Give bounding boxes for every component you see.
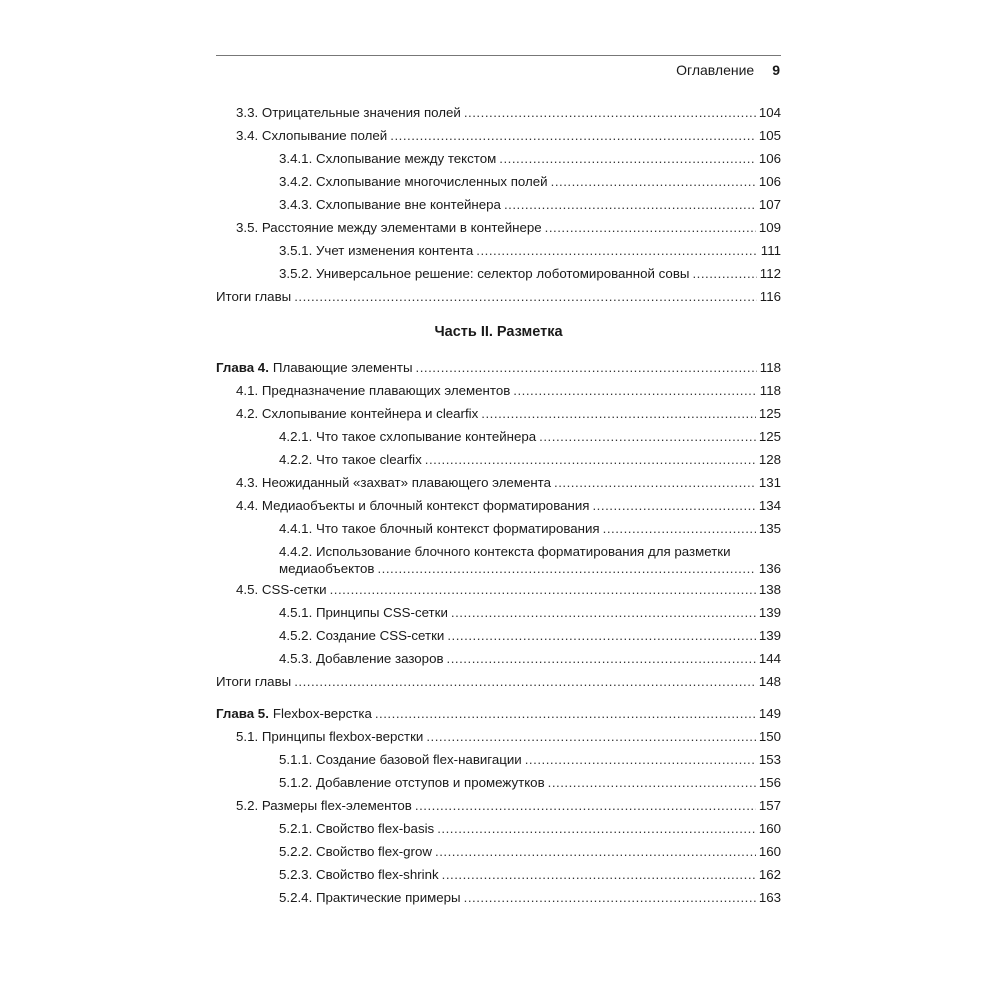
dot-leader xyxy=(451,601,756,624)
toc-page-number: 160 xyxy=(758,821,781,836)
header-page-number: 9 xyxy=(772,62,780,78)
toc-page-number: 135 xyxy=(758,521,781,536)
toc-entry-title: 3.4.1. Схлопывание между текстом xyxy=(279,151,497,166)
toc-chapter-entry xyxy=(216,702,781,725)
toc-entry xyxy=(216,448,781,471)
dot-leader xyxy=(464,101,756,124)
toc-entry-title: 3.3. Отрицательные значения полей xyxy=(236,105,461,120)
toc-page-number: 157 xyxy=(758,798,781,813)
toc-entry-title: 5.1.2. Добавление отступов и промежутков xyxy=(279,775,545,790)
toc-entry xyxy=(216,725,781,748)
toc-entry-title: 4.5. CSS-сетки xyxy=(236,582,327,597)
toc-page-number: 118 xyxy=(759,383,781,398)
toc-entry-title xyxy=(216,702,372,725)
dot-leader xyxy=(442,863,756,886)
toc-entry-title: 4.5.3. Добавление зазоров xyxy=(279,651,444,666)
toc-entry-title: Плавающие элементы xyxy=(272,360,413,375)
toc-entry xyxy=(216,624,781,647)
toc-entry xyxy=(216,517,781,540)
toc-entry-title: 3.5.1. Учет изменения контента xyxy=(279,243,474,258)
toc-entry-title: 4.4.2. Использование блочного контекста форматирования для разметки xyxy=(279,544,731,559)
dot-leader xyxy=(499,147,756,170)
toc-entry xyxy=(216,578,781,601)
dot-leader xyxy=(554,471,756,494)
toc-entry xyxy=(216,794,781,817)
toc-page-number: 111 xyxy=(760,243,781,258)
toc-entry xyxy=(216,647,781,670)
dot-leader xyxy=(592,494,755,517)
dot-leader xyxy=(551,170,756,193)
dot-leader xyxy=(504,193,756,216)
toc-page-number: 139 xyxy=(758,605,781,620)
toc-entry xyxy=(216,817,781,840)
toc-entry xyxy=(216,193,781,216)
toc-page-number: 125 xyxy=(758,406,781,421)
dot-leader xyxy=(481,402,756,425)
toc-entry-title: 3.4. Схлопывание полей xyxy=(236,128,388,143)
toc-entry-title: Итоги главы xyxy=(216,289,292,304)
toc-entry xyxy=(216,239,781,262)
toc-entry xyxy=(216,216,781,239)
dot-leader xyxy=(447,647,756,670)
toc-entry-title: 5.2. Размеры flex-элементов xyxy=(236,798,412,813)
dot-leader xyxy=(294,285,757,308)
toc-entry xyxy=(216,147,781,170)
toc-entry xyxy=(216,886,781,909)
toc-entry xyxy=(216,124,781,147)
dot-leader xyxy=(545,216,756,239)
dot-leader xyxy=(375,702,756,725)
toc-entry-title: 4.1. Предназначение плавающих элементов xyxy=(236,383,511,398)
toc-page-number: 134 xyxy=(758,498,781,513)
toc-page-number: 125 xyxy=(758,429,781,444)
toc-entry-title: 3.5.2. Универсальное решение: селектор лоботомированной совы xyxy=(279,266,690,281)
chapter-label: Глава 5. xyxy=(216,706,269,721)
toc-entry-title: 4.2.2. Что такое clearfix xyxy=(279,452,422,467)
toc-entry xyxy=(216,170,781,193)
toc-entry xyxy=(216,285,781,308)
toc-entry-title: 4.2. Схлопывание контейнера и clearfix xyxy=(236,406,479,421)
toc-entry xyxy=(216,379,781,402)
toc-entry xyxy=(216,262,781,285)
dot-leader xyxy=(525,748,756,771)
toc-entry xyxy=(216,101,781,124)
dot-leader xyxy=(435,840,756,863)
header-rule xyxy=(216,55,781,56)
dot-leader xyxy=(603,517,756,540)
toc-page-number: 149 xyxy=(758,706,781,721)
toc-entry xyxy=(216,425,781,448)
toc-entry xyxy=(216,771,781,794)
toc-page-number: 106 xyxy=(758,174,781,189)
toc-page-number: 131 xyxy=(758,475,781,490)
toc-page-number: 163 xyxy=(758,890,781,905)
toc-entry-title xyxy=(279,557,781,580)
dot-leader xyxy=(425,448,756,471)
toc-entry-title: 3.5. Расстояние между элементами в контейнере xyxy=(236,220,542,235)
dot-leader xyxy=(692,262,756,285)
part-heading: Часть II. Разметка xyxy=(434,324,563,340)
toc-page-number: 107 xyxy=(758,197,781,212)
toc-page-number: 144 xyxy=(758,651,781,666)
toc-entry xyxy=(216,494,781,517)
toc-entry-title: 4.2.1. Что такое схлопывание контейнера xyxy=(279,429,537,444)
toc-entry-title: 4.4.1. Что такое блочный контекст форматирования xyxy=(279,521,600,536)
toc-page-number: 104 xyxy=(758,105,781,120)
toc-page-number: 116 xyxy=(759,289,781,304)
running-header xyxy=(676,62,780,78)
toc-entry xyxy=(216,402,781,425)
dot-leader xyxy=(447,624,755,647)
toc-entry-title: Flexbox-верстка xyxy=(272,706,372,721)
toc-page-number: 105 xyxy=(758,128,781,143)
toc-page-number: 106 xyxy=(758,151,781,166)
dot-leader xyxy=(513,379,757,402)
toc-page-number: 138 xyxy=(758,582,781,597)
toc-entry-title: 5.2.3. Свойство flex-shrink xyxy=(279,867,439,882)
toc-entry-title: Итоги главы xyxy=(216,674,292,689)
chapter-spacer xyxy=(216,693,781,702)
header-title: Оглавление xyxy=(676,62,755,78)
toc-entry xyxy=(216,471,781,494)
dot-leader xyxy=(464,886,756,909)
toc-entry xyxy=(216,670,781,693)
dot-leader xyxy=(377,557,755,580)
toc-entry-title: 4.3. Неожиданный «захват» плавающего элемента xyxy=(236,475,552,490)
toc-page-number: 139 xyxy=(758,628,781,643)
toc-chapter-entry xyxy=(216,356,781,379)
toc-page-number: 109 xyxy=(758,220,781,235)
toc-entry xyxy=(216,601,781,624)
toc-entry-title: 5.2.4. Практические примеры xyxy=(279,890,461,905)
toc-entry-multiline xyxy=(216,540,781,578)
toc-entry-title: 5.1. Принципы flexbox-верстки xyxy=(236,729,424,744)
toc-entry xyxy=(216,863,781,886)
dot-leader xyxy=(415,794,756,817)
toc-entry-title: медиаобъектов xyxy=(279,561,375,576)
chapter-label: Глава 4. xyxy=(216,360,269,375)
toc-entry-title: 4.4. Медиаобъекты и блочный контекст форматирования xyxy=(236,498,590,513)
dot-leader xyxy=(548,771,756,794)
toc-entry-title: 4.5.1. Принципы CSS-сетки xyxy=(279,605,448,620)
dot-leader xyxy=(416,356,757,379)
dot-leader xyxy=(437,817,756,840)
toc-page-number: 162 xyxy=(758,867,781,882)
dot-leader xyxy=(539,425,756,448)
toc-page-number: 150 xyxy=(758,729,781,744)
dot-leader xyxy=(476,239,758,262)
toc-entry-title: 5.2.1. Свойство flex-basis xyxy=(279,821,435,836)
table-of-contents xyxy=(216,101,781,909)
toc-page-number: 136 xyxy=(758,561,781,576)
toc-page-number: 153 xyxy=(758,752,781,767)
dot-leader xyxy=(330,578,756,601)
toc-entry xyxy=(216,840,781,863)
toc-entry xyxy=(216,748,781,771)
toc-entry-title xyxy=(216,356,413,379)
dot-leader xyxy=(426,725,755,748)
toc-page-number: 156 xyxy=(758,775,781,790)
dot-leader xyxy=(390,124,756,147)
toc-page-number: 148 xyxy=(758,674,781,689)
toc-entry-title: 3.4.2. Схлопывание многочисленных полей xyxy=(279,174,548,189)
toc-page-number: 128 xyxy=(758,452,781,467)
dot-leader xyxy=(294,670,756,693)
toc-page-number: 118 xyxy=(759,360,781,375)
toc-entry-title: 3.4.3. Схлопывание вне контейнера xyxy=(279,197,501,212)
toc-page-number: 160 xyxy=(758,844,781,859)
toc-entry-title: 5.1.1. Создание базовой flex-навигации xyxy=(279,752,522,767)
toc-entry-title: 4.5.2. Создание CSS-сетки xyxy=(279,628,445,643)
toc-page-number: 112 xyxy=(759,266,781,281)
toc-entry-title: 5.2.2. Свойство flex-grow xyxy=(279,844,432,859)
